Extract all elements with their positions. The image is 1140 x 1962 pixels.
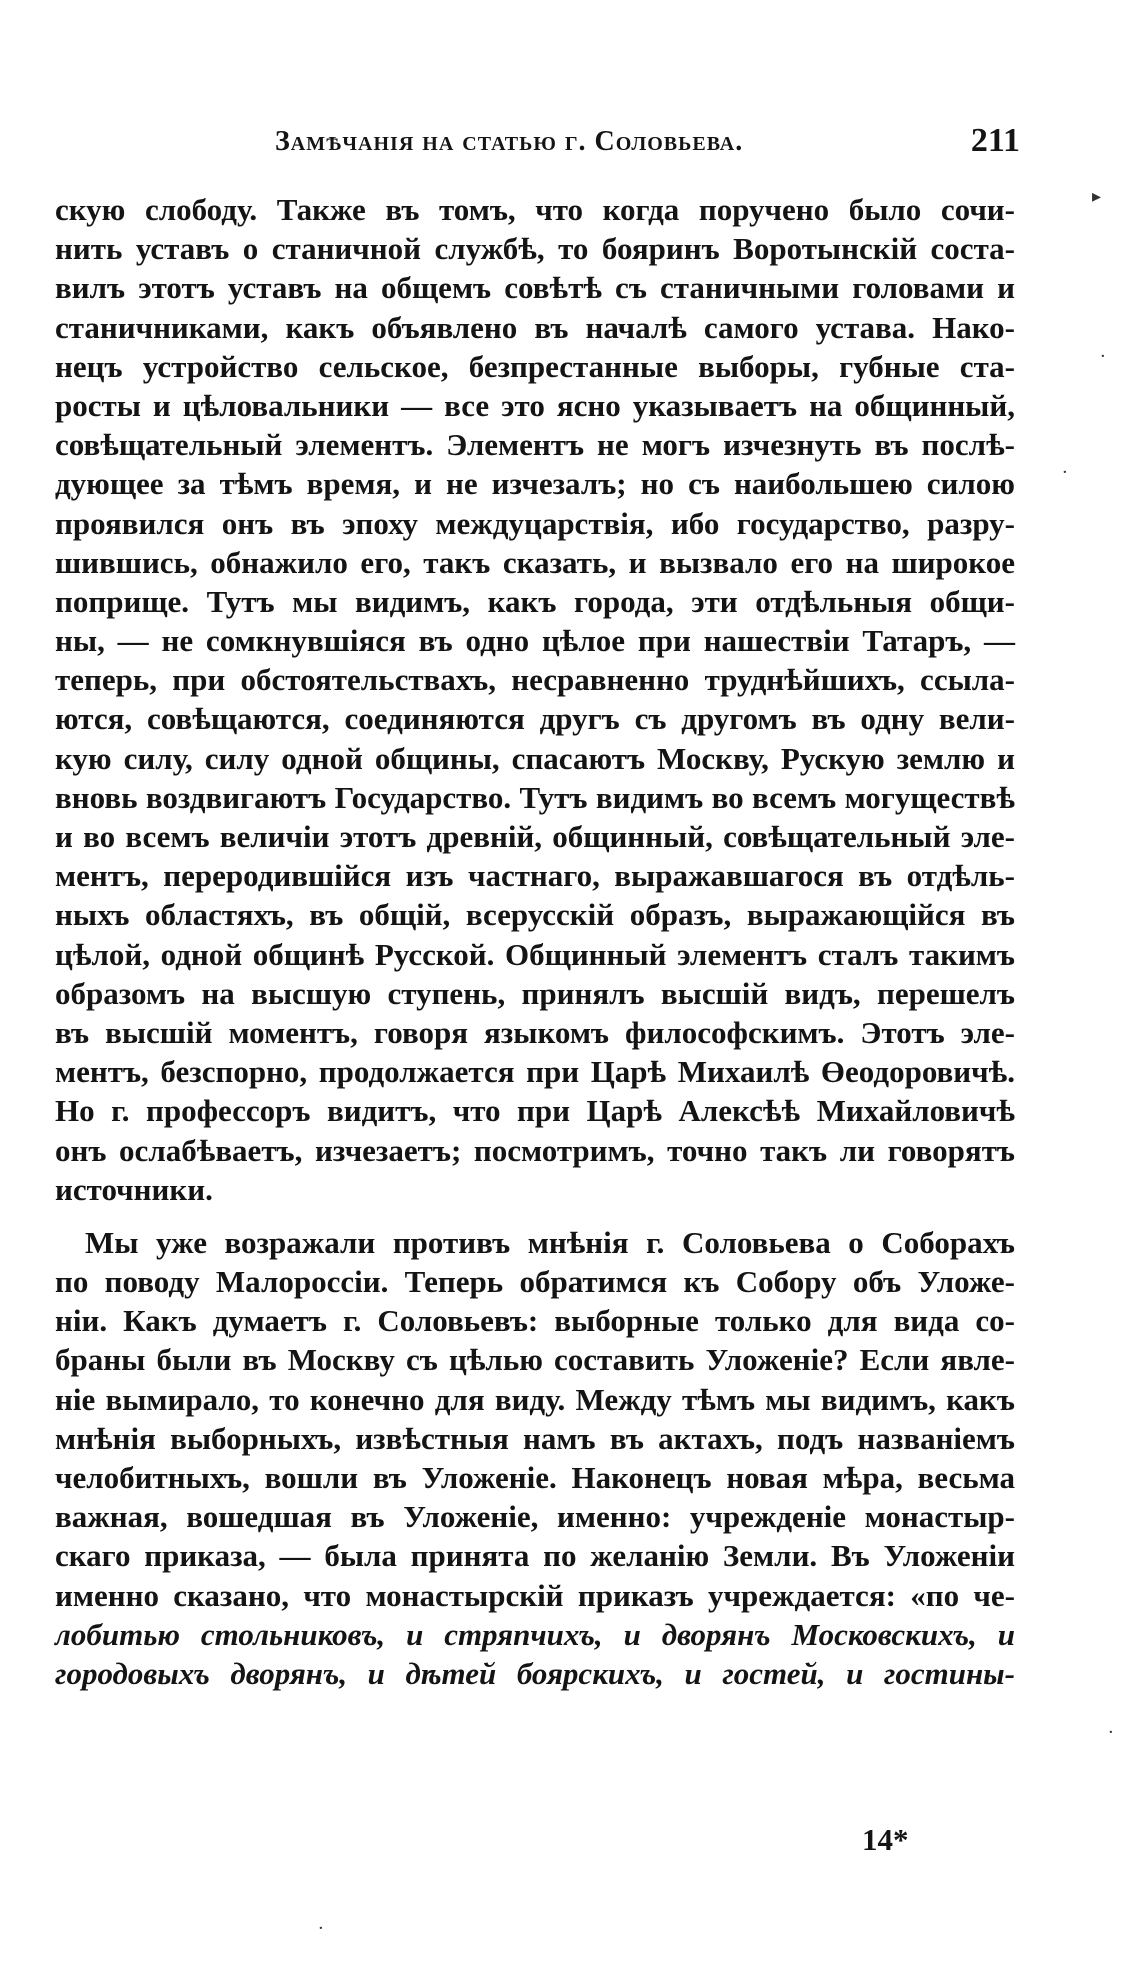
text-line: онъ ослабѣваетъ, изчезаетъ; посмотримъ, точно такъ ли говорятъ: [55, 1132, 1015, 1168]
text-line: браны были въ Москву съ цѣлью составить Уложеніе? Если явле-: [55, 1342, 1015, 1378]
paragraph: [55, 190, 1015, 1209]
text-line: въ высшій моментъ, говоря языкомъ философскимъ. Этотъ эле-: [55, 1014, 1015, 1050]
text-line: челобитныхъ, вошли въ Уложеніе. Наконецъ новая мѣра, весьма: [55, 1460, 1015, 1495]
text-line: Мы уже возражали противъ мнѣнія г. Соловьева о Соборахъ: [85, 1224, 1015, 1260]
body-text: [55, 190, 1015, 1693]
text-line: цѣлой, одной общинѣ Русской. Общинный элементъ сталъ такимъ: [55, 936, 1015, 972]
text-line: образомъ на высшую ступень, принялъ высшій видъ, перешелъ: [55, 975, 1015, 1011]
text-line: ментъ, переродившійся изъ частнаго, выражавшагося въ отдѣль-: [55, 858, 1015, 894]
speck-mark: ▸: [1092, 186, 1102, 207]
text-line: скую слободу. Также въ томъ, что когда поручено было сочи-: [55, 192, 1015, 227]
text-line: нецъ устройство сельское, безпрестанные выборы, губные ста-: [55, 348, 1015, 384]
signature-mark: 14*: [862, 1822, 909, 1857]
text-line: станичниками, какъ объявлено въ началѣ самого устава. Нако-: [55, 309, 1015, 345]
text-line: городовыхъ дворянъ, и дѣтей боярскихъ, и гостей, и гостины-: [55, 1655, 1015, 1691]
text-line: ются, совѣщаются, соединяются другъ съ другомъ въ одну вели-: [55, 701, 1015, 737]
text-line: шившись, обнажило его, такъ сказать, и вызвало его на широкое: [55, 544, 1015, 580]
text-line: важная, вошедшая въ Уложеніе, именно: учрежденіе монастыр-: [55, 1499, 1015, 1535]
paragraph: [55, 1223, 1015, 1693]
text-line: вилъ этотъ уставъ на общемъ совѣтѣ съ станичными головами и: [55, 270, 1015, 306]
text-line: скаго приказа, — была принята по желанію Земли. Въ Уложеніи: [55, 1538, 1015, 1574]
text-line: кую силу, силу одной общины, спасаютъ Москву, Рускую землю и: [55, 740, 1015, 776]
speck-mark: ·: [1100, 346, 1106, 367]
text-line: ніе вымирало, то конечно для виду. Между тѣмъ мы видимъ, какъ: [55, 1381, 1015, 1417]
running-title: Замѣчанія на статью г. Соловьева.: [275, 126, 744, 157]
text-line: ны, — не сомкнувшіяся въ одно цѣлое при нашествіи Татаръ, —: [55, 623, 1015, 659]
text-line: ныхъ областяхъ, въ общій, всерусскій образъ, выражающійся въ: [55, 897, 1015, 933]
text-line: поприще. Тутъ мы видимъ, какъ города, эти отдѣльныя общи-: [55, 583, 1015, 619]
text-line: ніи. Какъ думаетъ г. Соловьевъ: выборные только для вида со-: [55, 1303, 1015, 1339]
speck-mark: ·: [1108, 1722, 1114, 1743]
text-line: именно сказано, что монастырскій приказъ учреждается: «по че-: [55, 1577, 1015, 1613]
text-line: дующее за тѣмъ время, и не изчезалъ; но съ наибольшею силою: [55, 466, 1015, 502]
text-line: мнѣнія выборныхъ, извѣстныя намъ въ актахъ, подъ названіемъ: [55, 1420, 1015, 1456]
text-line: теперь, при обстоятельствахъ, несравненно труднѣйшихъ, ссыла-: [55, 662, 1015, 698]
speck-mark: ·: [318, 1918, 324, 1939]
text-line: лобитью стольниковъ, и стряпчихъ, и дворянъ Московскихъ, и: [55, 1616, 1015, 1652]
page-number: 211: [970, 122, 1020, 159]
text-line: нить уставъ о станичной службѣ, то бояринъ Воротынскій соста-: [55, 231, 1015, 267]
text-line: вновь воздвигаютъ Государство. Тутъ видимъ во всемъ могуществѣ: [55, 779, 1015, 815]
speck-mark: ·: [1062, 462, 1068, 483]
text-line: совѣщательный элементъ. Элементъ не могъ изчезнуть въ послѣ-: [55, 427, 1015, 463]
text-line: росты и цѣловальники — все это ясно указываетъ на общинный,: [55, 387, 1015, 423]
text-line: и во всемъ величіи этотъ древній, общинный, совѣщательный эле-: [55, 819, 1015, 854]
text-line: ментъ, безспорно, продолжается при Царѣ Михаилѣ Өеодоровичѣ.: [55, 1054, 1015, 1090]
text-line: Но г. профессоръ видитъ, что при Царѣ Алексѣѣ Михайловичѣ: [55, 1093, 1015, 1129]
text-line: проявился онъ въ эпоху междуцарствія, ибо государство, разру-: [55, 505, 1015, 541]
text-line: источники.: [55, 1171, 213, 1207]
text-line: по поводу Малороссіи. Теперь обратимся къ Собору объ Уложе-: [55, 1264, 1015, 1300]
running-head: [245, 122, 1020, 166]
